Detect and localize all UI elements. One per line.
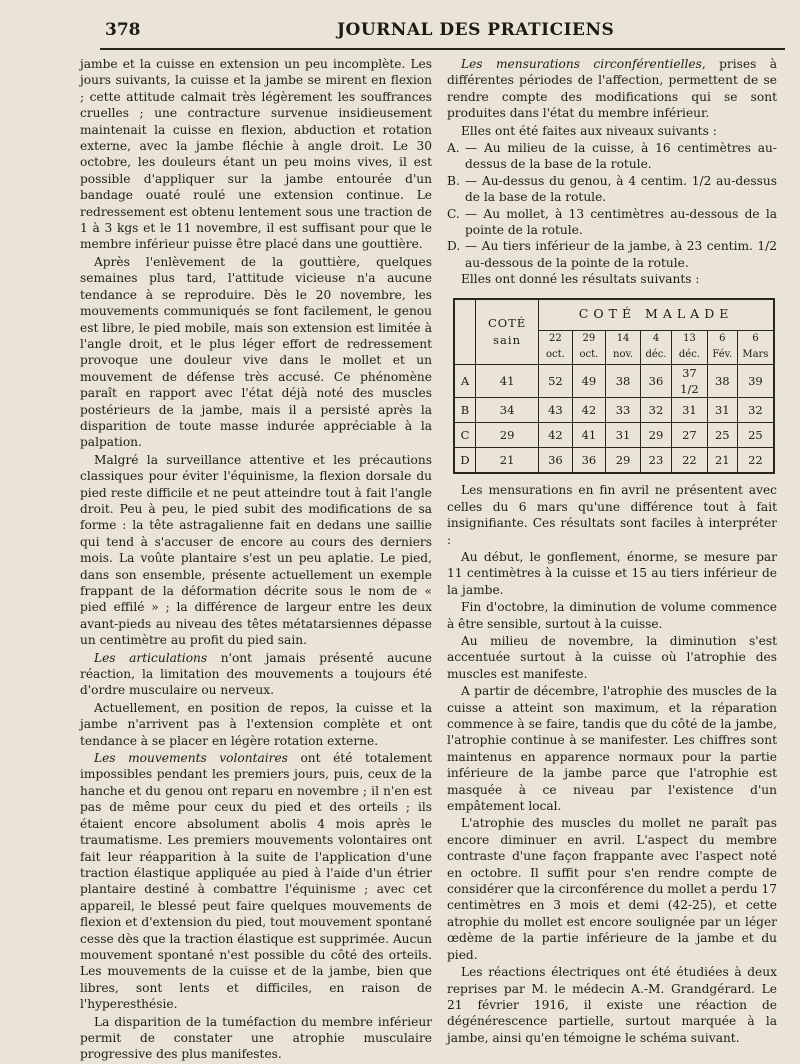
- healthy-value: 21: [476, 448, 539, 474]
- paragraph: Les mensurations en fin avril ne présentent avec celles du 6 mars qu'une différence tout à fait insignifiante. Ces résultats sont faciles à interpréter :: [447, 483, 777, 547]
- italic-term: Les mouvements volontaires: [94, 751, 288, 766]
- table-cell: 22: [672, 448, 708, 474]
- table-cell: 39: [737, 364, 774, 398]
- table-row: [454, 364, 774, 398]
- date-header: 22 oct.: [539, 330, 573, 364]
- level-dash: —: [465, 141, 478, 156]
- italic-term: Les articulations: [94, 650, 208, 665]
- left-column: [80, 56, 432, 1064]
- table-cell: 43: [539, 398, 573, 423]
- paragraph: Après l'enlèvement de la gouttière, quelques semaines plus tard, l'attitude vicieuse n'a aucune tendance à se reproduire. Dès le 20 novembre, les mouvements communiqués se font facilement, le genou est libre, le pied mobile, mais son extension est limitée à l'angle droit, et le plus léger effort de redressement provoque une douleur vive dans le mollet et un mouvement de défense très accusé. Ce phénomène paraît en rapport avec l'état déjà noté des muscles postérieurs de la jambe, mais il a persisté après la disparition de toute masse indurée appréciable à la palpation.: [80, 254, 432, 450]
- paragraph: [447, 56, 777, 122]
- date-header: 29 oct.: [572, 330, 606, 364]
- paragraph: Elles ont été faites aux niveaux suivants :: [461, 123, 717, 138]
- table-cell: 31: [606, 423, 641, 448]
- table-cell: 42: [572, 398, 606, 423]
- table-cell: 42: [539, 423, 573, 448]
- date-header: 14 nov.: [606, 330, 641, 364]
- paragraph: Malgré la surveillance attentive et les précautions classiques pour éviter l'équinisme, la flexion dorsale du pied reste difficile et ne peut atteindre tout à fait l'angle droit. Peu à peu, le pied subit des modifications de sa forme : la tête astragalienne fait en dedans une saillie qui tend à s'accuser de encore au cours des derniers mois. La voûte plantaire s'est un peu aplatie. Le pied, dans son ensemble, présente actuellement un exemple frappant de la déformation décrite sous le nom de « pied effilé » ; la différence de largeur entre les deux avant-pieds au niveau des têtes métatarsiennes dépasse un centimètre au profit du pied sain.: [80, 452, 432, 648]
- paragraph: Au milieu de novembre, la diminution s'est accentuée surtout à la cuisse où l'atrophie des muscles est manifeste.: [447, 633, 777, 681]
- table-row: [454, 423, 774, 448]
- row-label: D: [454, 448, 476, 474]
- level-letter: A.: [447, 141, 460, 156]
- table-cell: 29: [640, 423, 671, 448]
- table-cell: 36: [572, 448, 606, 474]
- table-cell: 29: [606, 448, 641, 474]
- table-cell: 27: [672, 423, 708, 448]
- paragraph: Elles ont donné les résultats suivants :: [461, 272, 700, 287]
- paragraph: jambe et la cuisse en extension un peu incomplète. Les jours suivants, la cuisse et la jambe se mirent en flexion ; cette attitude calmait très légèrement les souffrances cruelles ; une contracture survenue insidieusement maintenait la cuisse en flexion, abduction et rotation externe, avec la jambe fléchie à angle droit. Le 30 octobre, les douleurs étant un peu moins vives, il est possible d'appliquer sur la jambe entourée d'un bandage ouaté roulé une extension continue. Le redressement est obtenu lentement sous une traction de 1 à 3 kgs et le 11 novembre, il est suffisant pour que le membre inférieur puisse être placé dans une gouttière.: [80, 57, 432, 252]
- table-header-row: [454, 299, 774, 331]
- level-item-d: [447, 238, 777, 271]
- table-cell: 41: [572, 423, 606, 448]
- table-cell: 32: [737, 398, 774, 423]
- table-row: [454, 398, 774, 423]
- table-cell: 49: [572, 364, 606, 398]
- paragraph-text: , prises à différentes périodes de l'affection, permettent de se rendre compte des modifications qui se sont produites dans l'état du membre inférieur.: [447, 57, 777, 121]
- table-cell: 31: [707, 398, 737, 423]
- level-text: Au tiers inférieur de la jambe, à 23 centim. 1/2 au-dessous de la pointe de la rotule.: [465, 239, 777, 270]
- level-letter: D.: [447, 239, 461, 254]
- measurements-table: [453, 298, 775, 475]
- level-dash: —: [465, 239, 478, 254]
- table-cell: 22: [737, 448, 774, 474]
- table-cell: 25: [707, 423, 737, 448]
- level-dash: —: [465, 206, 478, 221]
- right-column: [447, 56, 777, 1047]
- level-text: Au-dessus du genou, à 4 centim. 1/2 au-dessus de la base de la rotule.: [465, 173, 777, 205]
- table-row: [454, 448, 774, 474]
- page-number: 378: [105, 20, 141, 40]
- table-cell: 31: [672, 398, 708, 423]
- paragraph-text: n'ont jamais présenté aucune réaction, la limitation des mouvements a toujours été d'ordre musculaire ou nerveux.: [80, 650, 432, 698]
- level-text: Au milieu de la cuisse, à 16 centimètres au-dessus de la base de la rotule.: [465, 141, 778, 172]
- journal-title: JOURNAL DES PRATICIENS: [337, 20, 615, 40]
- page-header: [105, 18, 785, 48]
- healthy-value: 34: [476, 398, 539, 423]
- table-cell: 36: [640, 364, 671, 398]
- paragraph: Actuellement, en position de repos, la cuisse et la jambe n'arrivent pas à l'extension complète et ont tendance à se placer en légère rotation externe.: [80, 700, 432, 748]
- paragraph: La disparition de la tuméfaction du membre inférieur permit de constater une atrophie musculaire progressive des plus manifestes.: [80, 1014, 432, 1062]
- healthy-value: 29: [476, 423, 539, 448]
- paragraph: [80, 650, 432, 699]
- table-cell: 52: [539, 364, 573, 398]
- level-item-a: [447, 140, 777, 173]
- level-item-b: [447, 173, 777, 206]
- level-letter: B.: [447, 173, 460, 188]
- table-cell: 23: [640, 448, 671, 474]
- table-cell: 37 1/2: [672, 364, 708, 398]
- header-rule: [100, 48, 785, 50]
- level-letter: C.: [447, 206, 460, 221]
- affected-side-header: COTÉ MALADE: [539, 299, 774, 331]
- healthy-side-header: COTÉ sain: [476, 299, 539, 364]
- level-item-c: [447, 206, 777, 239]
- table-cell: 32: [640, 398, 671, 423]
- italic-term: Les mensurations circonférentielles: [461, 57, 702, 71]
- table-cell: 21: [707, 448, 737, 474]
- table-cell: 33: [606, 398, 641, 423]
- paragraph: Fin d'octobre, la diminution de volume commence à être sensible, surtout à la cuisse.: [447, 600, 777, 631]
- paragraph: [80, 750, 432, 1013]
- date-header: 13 déc.: [672, 330, 708, 364]
- row-label-header: [454, 299, 476, 364]
- row-label: B: [454, 398, 476, 423]
- paragraph: Les réactions électriques ont été étudiées à deux reprises par M. le médecin A.-M. Grandgérard. Le 21 février 1916, il existe une réaction de dégénérescence partielle, surtout marquée à la jambe, ainsi qu'en témoigne le schéma suivant.: [447, 965, 777, 1045]
- paragraph: Au début, le gonflement, énorme, se mesure par 11 centimètres à la cuisse et 15 au tiers inférieur de la jambe.: [447, 549, 777, 597]
- paragraph: L'atrophie des muscles du mollet ne paraît pas encore diminuer en avril. L'aspect du membre contraste d'une façon frappante avec l'aspect noté en octobre. Il suffit pour s'en rendre compte de considérer que la circonférence du mollet a perdu 17 centimètres en 3 mois et demi (42-25), et cette atrophie du mollet est encore soulignée par un léger œdème de la partie inférieure de la jambe et du pied.: [447, 816, 777, 962]
- row-label: A: [454, 364, 476, 398]
- date-header: 4 déc.: [640, 330, 671, 364]
- healthy-value: 41: [476, 364, 539, 398]
- table-cell: 36: [539, 448, 573, 474]
- paragraph-text: ont été totalement impossibles pendant les premiers jours, puis, ceux de la hanche et du genou ont reparu en novembre ; il n'en est pas de même pour ceux du pied et des orteils ; ils étaient encore absolument abolis 4 mois après le traumatisme. Les premiers mouvements volontaires ont fait leur réapparition à la suite de l'application d'une traction élastique appliquée au pied à l'aide d'un étrier plantaire destiné à combattre l'équinisme ; avec cet appareil, le blessé peut faire quelques mouvements de flexion et d'extension du pied, tout mouvement spontané cesse dès que la traction élastique est supprimée. Aucun mouvement spontané n'est possible du côté des orteils. Les mouvements de la cuisse et de la jambe, bien que libres, sont lents et difficiles, en raison de l'hyperesthésie.: [80, 751, 432, 1012]
- table-cell: 25: [737, 423, 774, 448]
- table-cell: 38: [606, 364, 641, 398]
- date-header: 6 Mars: [737, 330, 774, 364]
- row-label: C: [454, 423, 476, 448]
- level-text: Au mollet, à 13 centimètres au-dessous de la pointe de la rotule.: [465, 206, 777, 238]
- date-header: 6 Fév.: [707, 330, 737, 364]
- paragraph: A partir de décembre, l'atrophie des muscles de la cuisse a atteint son maximum, et la réparation commence à se faire, tandis que du côté de la jambe, l'atrophie continue à se manifester. Les chiffres sont maintenus en apparence normaux pour la partie inférieure de la jambe parce que l'atrophie est masquée à ce niveau par l'existence d'un empâtement local.: [447, 684, 777, 814]
- table-cell: 38: [707, 364, 737, 398]
- level-dash: —: [465, 173, 478, 188]
